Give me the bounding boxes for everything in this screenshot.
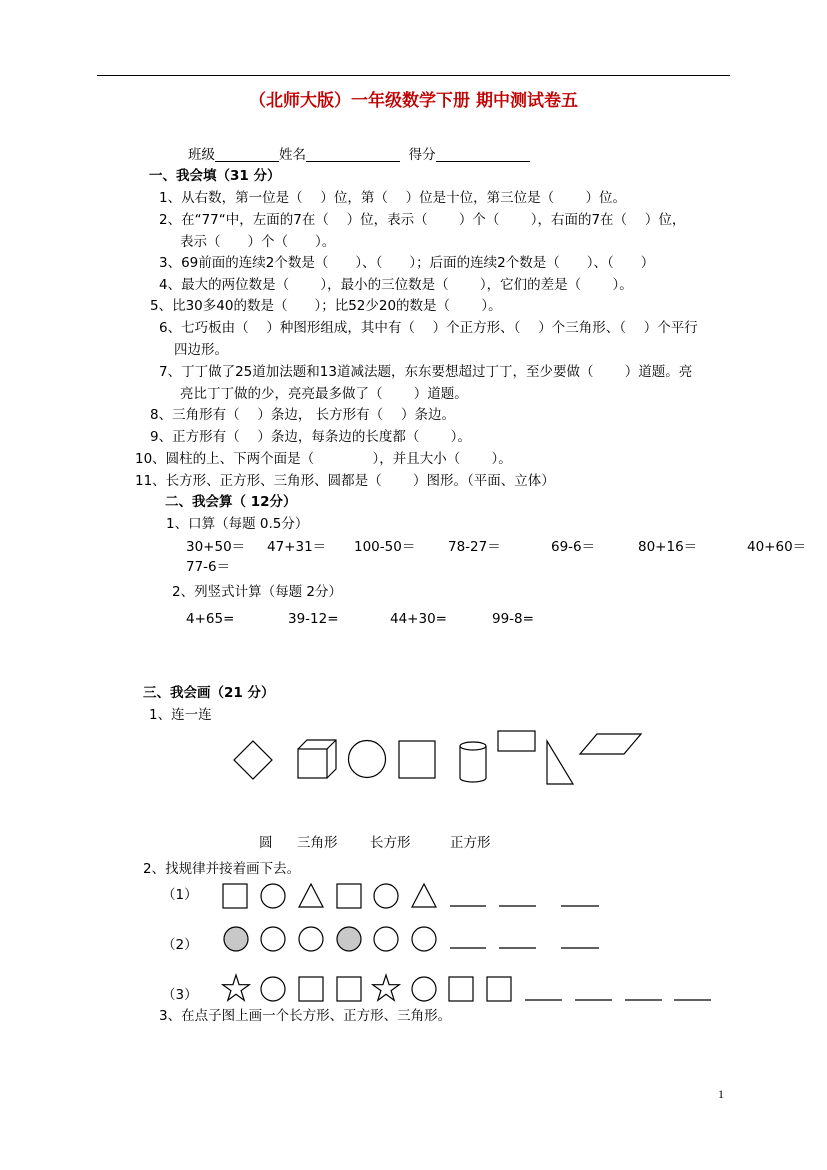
question-10: 10、圆柱的上、下两个面是（ ），并且大小（ ）。 — [135, 451, 512, 467]
question-5: 5、比30多40的数是（ ）；比52少20的数是（ ）。 — [150, 298, 502, 314]
question-2-line2: 表示（ ）个（ ）。 — [180, 234, 336, 250]
pattern-row-label-2: （2） — [162, 937, 198, 953]
matching-title: 1、连一连 — [149, 707, 212, 723]
vertical-problem: 39-12= — [288, 611, 339, 627]
mental-problem: 47+31＝ — [267, 539, 327, 555]
circle-icon — [374, 884, 398, 908]
triangle-icon — [412, 884, 436, 907]
circle-icon — [261, 977, 285, 1001]
square-icon — [299, 977, 323, 1001]
shape-name-triangle: 三角形 — [297, 835, 338, 851]
pattern-row-label-1: （1） — [162, 887, 198, 903]
square-shape[interactable] — [399, 741, 435, 778]
circle-icon — [299, 927, 323, 951]
shaded-circle-icon — [337, 927, 361, 951]
square-icon — [449, 977, 473, 1001]
question-6-line1: 6、七巧板由（ ）种图形组成，其中有（ ）个正方形、（ ）个三角形、（ ）个平行 — [159, 320, 698, 336]
mental-problem: 40+60＝ — [747, 539, 807, 555]
section2-heading: 二、我会算（ 12分） — [165, 494, 297, 510]
question-2-line1: 2、在“77“中，左面的7在（ ）位，表示（ ）个（ ），右面的7在（ ）位， — [159, 212, 686, 228]
shape-name-circle: 圆 — [259, 835, 273, 851]
class-label: 班级 — [188, 147, 215, 163]
page-number: 1 — [718, 1087, 724, 1101]
mental-problem: 69-6＝ — [551, 539, 596, 555]
mental-problem: 80+16＝ — [638, 539, 698, 555]
vertical-problem: 4+65= — [186, 611, 235, 627]
star-icon — [373, 975, 400, 1000]
shape-name-rectangle: 长方形 — [370, 835, 411, 851]
circle-icon — [261, 927, 285, 951]
name-label: 姓名 — [279, 147, 306, 163]
vertical-problem: 44+30= — [390, 611, 447, 627]
section1-heading: 一、我会填（31 分） — [149, 168, 281, 184]
square-icon — [337, 977, 361, 1001]
mental-problem: 30+50＝ — [186, 539, 246, 555]
square-icon — [223, 884, 247, 908]
question-6-line2: 四边形。 — [174, 342, 228, 358]
shape-name-square: 正方形 — [450, 835, 491, 851]
question-11: 11、长方形、正方形、三角形、圆都是（ ）图形。（平面、立体） — [135, 473, 555, 489]
circle-icon — [412, 977, 436, 1001]
question-1: 1、从右数，第一位是（ ）位，第（ ）位是十位，第三位是（ ）位。 — [159, 190, 626, 206]
pattern-title: 2、找规律并接着画下去。 — [143, 861, 301, 877]
circle-icon — [412, 927, 436, 951]
circle-icon — [374, 927, 398, 951]
score-label: 得分 — [408, 147, 436, 163]
rectangle-shape[interactable] — [498, 731, 535, 751]
vertical-problem: 99-8= — [492, 611, 534, 627]
section3-heading: 三、我会画（21 分） — [143, 685, 275, 701]
cube-shape[interactable] — [298, 740, 336, 778]
question-7-line1: 7、丁丁做了25道加法题和13道减法题，东东要想超过丁丁，至少要做（ ）道题。亮 — [159, 364, 693, 380]
question-8: 8、三角形有（ ）条边， 长方形有（ ）条边。 — [150, 407, 455, 423]
mental-problem: 100-50＝ — [354, 539, 416, 555]
mental-math-title: 1、口算（每题 0.5分） — [166, 516, 309, 532]
circle-shape[interactable] — [349, 741, 386, 778]
square-icon — [487, 977, 511, 1001]
square-icon — [337, 884, 361, 908]
page-title: （北师大版）一年级数学下册 期中测试卷五 — [249, 91, 578, 111]
star-icon — [223, 975, 250, 1000]
question-3: 3、69前面的连续2个数是（ ）、（ ）；后面的连续2个数是（ ）、（ ） — [159, 255, 655, 271]
question-9: 9、正方形有（ ）条边，每条边的长度都（ ）。 — [150, 429, 471, 445]
mental-problem: 78-27＝ — [448, 539, 501, 555]
right-triangle-shape[interactable] — [547, 741, 573, 784]
shaded-circle-icon — [224, 927, 248, 951]
mental-problem: 77-6＝ — [186, 559, 231, 575]
parallelogram-shape[interactable] — [580, 734, 641, 754]
rhombus-shape[interactable] — [234, 741, 272, 779]
question-7-line2: 亮比丁丁做的少，亮亮最多做了（ ）道题。 — [180, 386, 468, 402]
circle-icon — [261, 884, 285, 908]
cylinder-shape[interactable] — [460, 742, 486, 782]
dot-grid-title: 3、在点子图上画一个长方形、正方形、三角形。 — [159, 1008, 452, 1024]
question-4: 4、最大的两位数是（ ），最小的三位数是（ ），它们的差是（ ）。 — [159, 277, 633, 293]
pattern-row-label-3: （3） — [162, 987, 198, 1003]
triangle-icon — [299, 884, 323, 907]
vertical-calc-title: 2、列竖式计算（每题 2分） — [172, 584, 342, 600]
